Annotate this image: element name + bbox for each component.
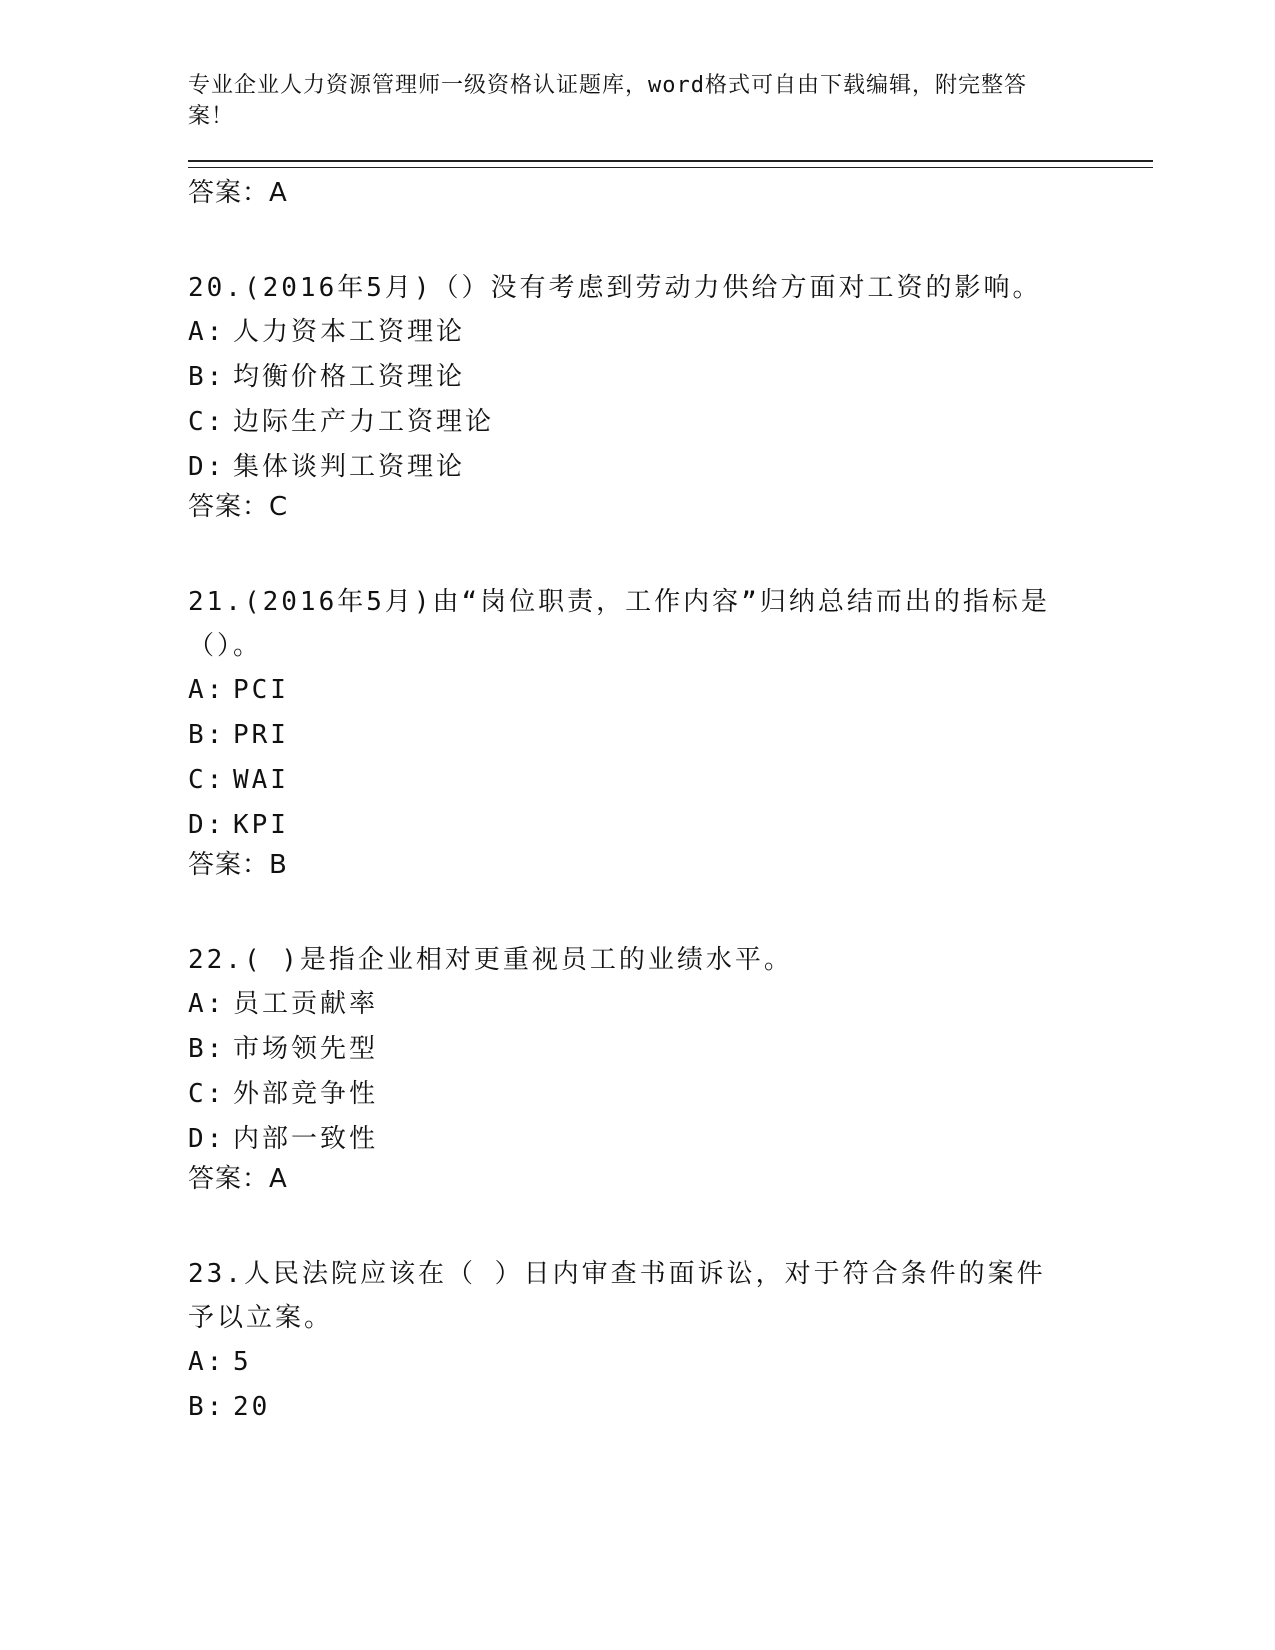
question-22 [188,938,1138,1196]
option-a [188,668,1138,713]
previous-answer: 答案：A [188,178,288,208]
option-a [188,1340,1138,1385]
option-text: 人力资本工资理论 [233,317,466,347]
option-text: 均衡价格工资理论 [233,362,466,392]
option-text: PRI [233,720,289,750]
option-letter: D: [188,452,226,482]
option-text: KPI [233,810,289,840]
option-letter: C: [188,407,226,437]
option-b [188,355,1138,400]
question-answer: 答案：B [188,850,288,880]
option-d [188,803,1138,848]
option-a [188,982,1138,1027]
option-letter: B: [188,1034,226,1064]
option-letter: B: [188,1392,226,1422]
option-c [188,758,1138,803]
option-text: 外部竞争性 [233,1079,379,1109]
option-letter: A: [188,1347,226,1377]
option-text: 市场领先型 [233,1034,379,1064]
option-letter: C: [188,1079,226,1109]
question-23 [188,1252,1138,1430]
option-b [188,1385,1138,1430]
option-a [188,310,1138,355]
option-letter: C: [188,765,226,795]
option-text: WAI [233,765,289,795]
option-text: 5 [233,1347,252,1377]
option-letter: A: [188,675,226,705]
option-d [188,445,1138,490]
option-text: 20 [233,1392,271,1422]
option-c [188,1072,1138,1117]
option-text: PCI [233,675,289,705]
option-text: 内部一致性 [233,1124,379,1154]
option-text: 员工贡献率 [233,989,379,1019]
question-stem: 20.(2016年5月)（）没有考虑到劳动力供给方面对工资的影响。 [188,273,1042,303]
option-b [188,1027,1138,1072]
option-b [188,713,1138,758]
question-stem: 23.人民法院应该在（ ）日内审查书面诉讼，对于符合条件的案件予以立案。 [188,1259,1046,1333]
option-d [188,1117,1138,1162]
option-letter: A: [188,317,226,347]
option-letter: D: [188,810,226,840]
question-answer: 答案：C [188,492,289,522]
option-letter: B: [188,720,226,750]
question-20 [188,266,1138,524]
document-page [188,70,1138,1430]
option-text: 集体谈判工资理论 [233,452,466,482]
question-answer: 答案：A [188,1164,288,1194]
question-21 [188,580,1138,882]
option-letter: B: [188,362,226,392]
question-stem: 22.( )是指企业相对更重视员工的业绩水平。 [188,945,793,975]
option-letter: A: [188,989,226,1019]
option-text: 边际生产力工资理论 [233,407,495,437]
option-c [188,400,1138,445]
option-letter: D: [188,1124,226,1154]
document-header: 专业企业人力资源管理师一级资格认证题库，word格式可自由下载编辑，附完整答案！ [188,73,1027,129]
header-rule [188,160,1153,168]
question-stem: 21.(2016年5月)由“岗位职责，工作内容”归纳总结而出的指标是（）。 [188,587,1050,661]
